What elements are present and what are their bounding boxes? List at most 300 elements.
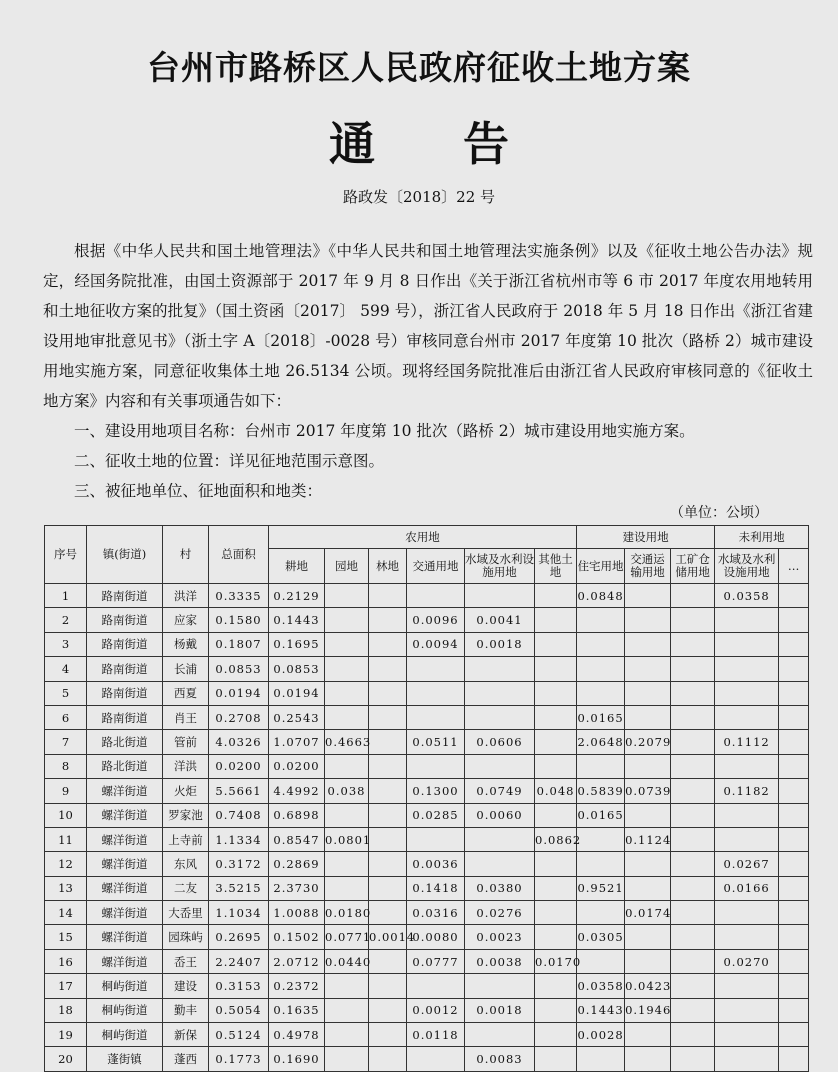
cell-other <box>535 1047 577 1071</box>
cell-water-facility <box>715 1047 779 1071</box>
cell-transport: 0.0285 <box>407 803 465 827</box>
cell-forest <box>369 608 407 632</box>
table-row <box>45 852 809 876</box>
cell-forest <box>369 632 407 656</box>
header-agricultural-land: 农用地 <box>269 526 577 549</box>
cell-garden: 0.0801 <box>325 827 369 851</box>
cell-transport-infra <box>625 608 671 632</box>
cell-village: 洋洪 <box>163 754 209 778</box>
cell-transport-infra <box>625 681 671 705</box>
cell-village: 杨戴 <box>163 632 209 656</box>
cell-transport-infra <box>625 876 671 900</box>
cell-forest <box>369 876 407 900</box>
cell-transport: 0.0316 <box>407 901 465 925</box>
cell-industrial <box>671 998 715 1022</box>
cell-transport-infra <box>625 925 671 949</box>
cell-cultivated: 0.1502 <box>269 925 325 949</box>
cell-industrial <box>671 974 715 998</box>
header-construction-land: 建设用地 <box>577 526 715 549</box>
cell-industrial <box>671 901 715 925</box>
cell-transport <box>407 657 465 681</box>
header-total-area: 总面积 <box>209 526 269 584</box>
cell-forest <box>369 901 407 925</box>
cell-other <box>535 730 577 754</box>
cell-industrial <box>671 705 715 729</box>
cell-water-facility <box>715 998 779 1022</box>
cell-water-facility <box>715 632 779 656</box>
cell-town: 路南街道 <box>87 584 163 608</box>
cell-other: 0.0170 <box>535 949 577 973</box>
cell-other <box>535 998 577 1022</box>
cell-garden: 0.0180 <box>325 901 369 925</box>
cell-industrial <box>671 876 715 900</box>
cell-more <box>779 1047 809 1071</box>
cell-more <box>779 754 809 778</box>
cell-seq: 15 <box>45 925 87 949</box>
cell-residential <box>577 608 625 632</box>
table-row <box>45 779 809 803</box>
cell-garden: 0.0440 <box>325 949 369 973</box>
cell-total: 0.3172 <box>209 852 269 876</box>
cell-transport: 0.0012 <box>407 998 465 1022</box>
cell-transport-infra <box>625 754 671 778</box>
table-row <box>45 925 809 949</box>
cell-water-facility: 0.0166 <box>715 876 779 900</box>
cell-seq: 1 <box>45 584 87 608</box>
cell-cultivated: 0.2543 <box>269 705 325 729</box>
cell-forest <box>369 852 407 876</box>
cell-garden <box>325 1023 369 1047</box>
cell-village: 勤丰 <box>163 998 209 1022</box>
header-water-facility: 水域及水利设施用地 <box>715 549 779 584</box>
cell-forest <box>369 681 407 705</box>
cell-seq: 3 <box>45 632 87 656</box>
cell-more <box>779 803 809 827</box>
cell-garden <box>325 657 369 681</box>
cell-cultivated: 0.2372 <box>269 974 325 998</box>
cell-water-facility: 0.0270 <box>715 949 779 973</box>
cell-transport: 0.1300 <box>407 779 465 803</box>
cell-cultivated: 4.4992 <box>269 779 325 803</box>
cell-water-facility: 0.1182 <box>715 779 779 803</box>
table-row <box>45 584 809 608</box>
cell-cultivated: 0.1690 <box>269 1047 325 1071</box>
cell-total: 0.7408 <box>209 803 269 827</box>
cell-more <box>779 657 809 681</box>
cell-other: 0.048 <box>535 779 577 803</box>
table-row <box>45 901 809 925</box>
cell-residential: 2.0648 <box>577 730 625 754</box>
cell-water-facility <box>715 974 779 998</box>
table-row <box>45 876 809 900</box>
cell-garden <box>325 876 369 900</box>
header-transport-infra: 交通运输用地 <box>625 549 671 584</box>
cell-other <box>535 876 577 900</box>
cell-town: 螺洋街道 <box>87 949 163 973</box>
cell-cultivated: 1.0707 <box>269 730 325 754</box>
cell-more <box>779 584 809 608</box>
cell-industrial <box>671 949 715 973</box>
header-village: 村 <box>163 526 209 584</box>
cell-town: 螺洋街道 <box>87 779 163 803</box>
cell-seq: 2 <box>45 608 87 632</box>
cell-water-facility: 0.0267 <box>715 852 779 876</box>
cell-town: 路南街道 <box>87 705 163 729</box>
cell-water: 0.0018 <box>465 632 535 656</box>
cell-water-facility <box>715 705 779 729</box>
cell-residential: 0.0848 <box>577 584 625 608</box>
cell-town: 螺洋街道 <box>87 803 163 827</box>
table-row <box>45 730 809 754</box>
cell-village: 罗家池 <box>163 803 209 827</box>
cell-forest <box>369 584 407 608</box>
cell-transport-infra: 0.1946 <box>625 998 671 1022</box>
document-number: 路政发〔2018〕22 号 <box>342 188 496 206</box>
cell-village: 新保 <box>163 1023 209 1047</box>
cell-more <box>779 730 809 754</box>
cell-transport-infra: 0.2079 <box>625 730 671 754</box>
cell-garden <box>325 754 369 778</box>
cell-transport-infra <box>625 949 671 973</box>
cell-transport-infra: 0.0174 <box>625 901 671 925</box>
header-water: 水域及水利设施用地 <box>465 549 535 584</box>
cell-transport: 0.0511 <box>407 730 465 754</box>
cell-town: 路南街道 <box>87 657 163 681</box>
cell-residential: 0.0165 <box>577 705 625 729</box>
cell-more <box>779 998 809 1022</box>
table-row <box>45 705 809 729</box>
cell-forest <box>369 827 407 851</box>
cell-town: 路南街道 <box>87 632 163 656</box>
cell-transport-infra <box>625 1023 671 1047</box>
cell-cultivated: 2.0712 <box>269 949 325 973</box>
cell-town: 桐屿街道 <box>87 998 163 1022</box>
cell-water: 0.0606 <box>465 730 535 754</box>
cell-total: 3.5215 <box>209 876 269 900</box>
cell-residential <box>577 657 625 681</box>
cell-total: 0.2695 <box>209 925 269 949</box>
cell-other <box>535 901 577 925</box>
cell-seq: 16 <box>45 949 87 973</box>
cell-village: 大岙里 <box>163 901 209 925</box>
cell-seq: 9 <box>45 779 87 803</box>
cell-garden <box>325 584 369 608</box>
cell-water <box>465 584 535 608</box>
cell-forest: 0.0014 <box>369 925 407 949</box>
cell-total: 4.0326 <box>209 730 269 754</box>
cell-residential <box>577 1047 625 1071</box>
cell-industrial <box>671 1023 715 1047</box>
header-town: 镇(街道) <box>87 526 163 584</box>
cell-seq: 19 <box>45 1023 87 1047</box>
cell-garden <box>325 803 369 827</box>
cell-seq: 12 <box>45 852 87 876</box>
cell-cultivated: 0.8547 <box>269 827 325 851</box>
cell-more <box>779 949 809 973</box>
table-row <box>45 803 809 827</box>
cell-residential: 0.1443 <box>577 998 625 1022</box>
cell-total: 0.0194 <box>209 681 269 705</box>
cell-seq: 6 <box>45 705 87 729</box>
cell-water-facility: 0.0358 <box>715 584 779 608</box>
cell-total: 0.2708 <box>209 705 269 729</box>
cell-total: 0.1580 <box>209 608 269 632</box>
cell-more <box>779 827 809 851</box>
cell-transport-infra: 0.0739 <box>625 779 671 803</box>
cell-water: 0.0060 <box>465 803 535 827</box>
cell-water-facility <box>715 681 779 705</box>
cell-more <box>779 974 809 998</box>
cell-town: 路南街道 <box>87 608 163 632</box>
cell-other <box>535 754 577 778</box>
header-other: 其他土地 <box>535 549 577 584</box>
header-unused-land: 未利用地 <box>715 526 809 549</box>
cell-cultivated: 0.2129 <box>269 584 325 608</box>
cell-water-facility <box>715 1023 779 1047</box>
cell-town: 桐屿街道 <box>87 1023 163 1047</box>
cell-total: 0.5054 <box>209 998 269 1022</box>
cell-forest <box>369 974 407 998</box>
cell-water <box>465 1023 535 1047</box>
cell-water <box>465 827 535 851</box>
table-row <box>45 632 809 656</box>
cell-village: 洪洋 <box>163 584 209 608</box>
notice-heading: 通告 <box>329 117 597 171</box>
cell-village: 火炬 <box>163 779 209 803</box>
cell-more <box>779 852 809 876</box>
cell-industrial <box>671 827 715 851</box>
cell-water-facility <box>715 901 779 925</box>
cell-residential <box>577 827 625 851</box>
cell-village: 西夏 <box>163 681 209 705</box>
cell-other <box>535 681 577 705</box>
cell-garden: 0.4663 <box>325 730 369 754</box>
cell-garden <box>325 705 369 729</box>
header-industrial: 工矿仓储用地 <box>671 549 715 584</box>
cell-other <box>535 803 577 827</box>
cell-more <box>779 632 809 656</box>
cell-seq: 20 <box>45 1047 87 1071</box>
cell-garden: 0.0771 <box>325 925 369 949</box>
cell-water-facility <box>715 803 779 827</box>
cell-village: 岙王 <box>163 949 209 973</box>
cell-garden <box>325 681 369 705</box>
header-cultivated: 耕地 <box>269 549 325 584</box>
header-forest: 林地 <box>369 549 407 584</box>
cell-water-facility <box>715 827 779 851</box>
cell-town: 路北街道 <box>87 754 163 778</box>
cell-residential: 0.0165 <box>577 803 625 827</box>
cell-industrial <box>671 925 715 949</box>
item-location: 二、征收土地的位置：详见征地范围示意图。 <box>74 452 385 470</box>
table-row <box>45 827 809 851</box>
cell-water <box>465 754 535 778</box>
cell-forest <box>369 730 407 754</box>
cell-industrial <box>671 1047 715 1071</box>
cell-water: 0.0276 <box>465 901 535 925</box>
cell-transport: 0.0036 <box>407 852 465 876</box>
cell-cultivated: 0.1635 <box>269 998 325 1022</box>
cell-cultivated: 0.4978 <box>269 1023 325 1047</box>
cell-other <box>535 852 577 876</box>
cell-seq: 18 <box>45 998 87 1022</box>
cell-transport: 0.0096 <box>407 608 465 632</box>
cell-village: 上寺前 <box>163 827 209 851</box>
cell-transport-infra <box>625 584 671 608</box>
table-row <box>45 1047 809 1071</box>
cell-industrial <box>671 632 715 656</box>
cell-more <box>779 1023 809 1047</box>
cell-transport <box>407 974 465 998</box>
table-row <box>45 974 809 998</box>
cell-town: 桐屿街道 <box>87 974 163 998</box>
cell-garden <box>325 974 369 998</box>
cell-forest <box>369 705 407 729</box>
cell-cultivated: 2.3730 <box>269 876 325 900</box>
cell-water-facility: 0.1112 <box>715 730 779 754</box>
cell-village: 管前 <box>163 730 209 754</box>
cell-water-facility <box>715 608 779 632</box>
cell-total: 0.3153 <box>209 974 269 998</box>
cell-village: 二友 <box>163 876 209 900</box>
cell-residential: 0.5839 <box>577 779 625 803</box>
cell-other <box>535 584 577 608</box>
cell-town: 蓬街镇 <box>87 1047 163 1071</box>
cell-transport-infra: 0.1124 <box>625 827 671 851</box>
cell-town: 螺洋街道 <box>87 852 163 876</box>
cell-transport-infra <box>625 803 671 827</box>
cell-village: 应家 <box>163 608 209 632</box>
page-title: 台州市路桥区人民政府征收土地方案 <box>147 48 691 87</box>
cell-water: 0.0749 <box>465 779 535 803</box>
cell-more <box>779 705 809 729</box>
cell-residential <box>577 681 625 705</box>
cell-town: 螺洋街道 <box>87 925 163 949</box>
cell-town: 路北街道 <box>87 730 163 754</box>
cell-cultivated: 0.0853 <box>269 657 325 681</box>
cell-industrial <box>671 584 715 608</box>
cell-water: 0.0018 <box>465 998 535 1022</box>
land-acquisition-table <box>44 525 809 1072</box>
cell-water: 0.0083 <box>465 1047 535 1071</box>
cell-industrial <box>671 779 715 803</box>
cell-transport-infra <box>625 632 671 656</box>
cell-transport: 0.1418 <box>407 876 465 900</box>
cell-other: 0.0862 <box>535 827 577 851</box>
header-residential: 住宅用地 <box>577 549 625 584</box>
cell-village: 园珠屿 <box>163 925 209 949</box>
cell-transport-infra <box>625 705 671 729</box>
cell-transport <box>407 1047 465 1071</box>
cell-industrial <box>671 852 715 876</box>
cell-total: 0.0853 <box>209 657 269 681</box>
cell-transport: 0.0094 <box>407 632 465 656</box>
cell-water: 0.0041 <box>465 608 535 632</box>
cell-more <box>779 901 809 925</box>
cell-seq: 7 <box>45 730 87 754</box>
cell-transport <box>407 584 465 608</box>
cell-industrial <box>671 657 715 681</box>
cell-seq: 4 <box>45 657 87 681</box>
cell-other <box>535 925 577 949</box>
cell-total: 1.1334 <box>209 827 269 851</box>
cell-transport <box>407 681 465 705</box>
cell-more <box>779 779 809 803</box>
cell-more <box>779 876 809 900</box>
cell-seq: 8 <box>45 754 87 778</box>
cell-cultivated: 0.2869 <box>269 852 325 876</box>
cell-residential <box>577 632 625 656</box>
cell-garden <box>325 632 369 656</box>
cell-seq: 10 <box>45 803 87 827</box>
cell-cultivated: 0.1443 <box>269 608 325 632</box>
cell-cultivated: 0.0194 <box>269 681 325 705</box>
cell-garden <box>325 998 369 1022</box>
cell-cultivated: 0.1695 <box>269 632 325 656</box>
cell-village: 长浦 <box>163 657 209 681</box>
cell-residential <box>577 901 625 925</box>
cell-garden <box>325 1047 369 1071</box>
cell-cultivated: 0.6898 <box>269 803 325 827</box>
cell-forest <box>369 1023 407 1047</box>
header-garden: 园地 <box>325 549 369 584</box>
cell-forest <box>369 803 407 827</box>
cell-water: 0.0380 <box>465 876 535 900</box>
cell-forest <box>369 949 407 973</box>
cell-industrial <box>671 730 715 754</box>
cell-town: 螺洋街道 <box>87 827 163 851</box>
cell-water-facility <box>715 925 779 949</box>
cell-other <box>535 632 577 656</box>
cell-forest <box>369 754 407 778</box>
cell-village: 蓬西 <box>163 1047 209 1071</box>
cell-total: 5.5661 <box>209 779 269 803</box>
cell-more <box>779 681 809 705</box>
cell-forest <box>369 1047 407 1071</box>
cell-water-facility <box>715 657 779 681</box>
table-row <box>45 754 809 778</box>
cell-industrial <box>671 803 715 827</box>
cell-water: 0.0038 <box>465 949 535 973</box>
cell-residential: 0.0028 <box>577 1023 625 1047</box>
cell-forest <box>369 779 407 803</box>
cell-other <box>535 1023 577 1047</box>
cell-transport <box>407 705 465 729</box>
header-more: … <box>779 549 809 584</box>
cell-seq: 5 <box>45 681 87 705</box>
cell-village: 建设 <box>163 974 209 998</box>
cell-town: 螺洋街道 <box>87 876 163 900</box>
cell-total: 1.1034 <box>209 901 269 925</box>
cell-residential: 0.0358 <box>577 974 625 998</box>
cell-water <box>465 974 535 998</box>
cell-more <box>779 925 809 949</box>
cell-forest <box>369 998 407 1022</box>
cell-residential <box>577 754 625 778</box>
cell-town: 路南街道 <box>87 681 163 705</box>
table-row <box>45 681 809 705</box>
cell-water-facility <box>715 754 779 778</box>
cell-transport: 0.0777 <box>407 949 465 973</box>
item-land-details: 三、被征地单位、征地面积和地类： <box>74 482 323 500</box>
table-row <box>45 998 809 1022</box>
cell-total: 0.0200 <box>209 754 269 778</box>
cell-transport: 0.0080 <box>407 925 465 949</box>
cell-water <box>465 681 535 705</box>
cell-total: 0.5124 <box>209 1023 269 1047</box>
cell-industrial <box>671 608 715 632</box>
header-seq: 序号 <box>45 526 87 584</box>
